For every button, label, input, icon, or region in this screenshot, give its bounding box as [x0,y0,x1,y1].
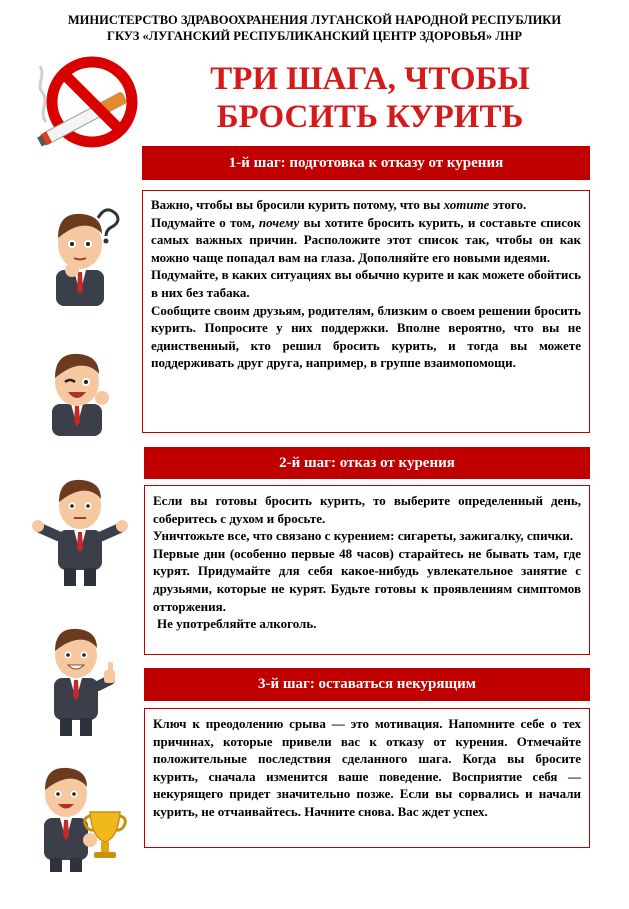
step1-heading: 1-й шаг: подготовка к отказу от курения [142,146,590,180]
step1-text-box [142,190,590,433]
step2-paragraph: Не употребляйте алкоголь. [157,616,317,632]
trophy-man-icon [32,758,134,873]
no-smoking-icon [28,50,140,150]
step3-heading: 3-й шаг: оставаться некурящим [144,668,590,701]
step3-paragraph: Ключ к преодолению срыва — это мотивация. Напомните себе о тех причинах, которые привели вас к отказу от курения. Отмечайте положительные последствия сделанного шага. Когда вы бросите курить, сначала изменится ваше поведение. Восприятие себя — некурящего придет значительно позже. Если вы сорвались и начали курить, не отчаивайтесь. Начните снова. Вас ждет успех. [153,716,581,819]
step1-paragraph: Важно, чтобы вы бросили курить потому, что вы хотите этого. [151,197,527,212]
organization-name: МИНИСТЕРСТВО ЗДРАВООХРАНЕНИЯ ЛУГАНСКОЙ НАРОДНОЙ РЕСПУБЛИКИ [67,13,562,27]
page-title-line1: ТРИ ШАГА, ЧТОБЫ [210,61,530,97]
step2-heading: 2-й шаг: отказ от курения [144,447,590,479]
organization-subname: ГКУЗ «ЛУГАНСКИЙ РЕСПУБЛИКАНСКИЙ ЦЕНТР ЗДОРОВЬЯ» ЛНР [107,29,522,43]
step2-text-box [144,485,590,655]
step1-paragraph: Подумайте, в каких ситуациях вы обычно курите и как можете обойтись в них без табака. [151,267,581,300]
step2-paragraph: Если вы готовы бросить курить, то выберите определенный день, соберитесь с духом и бросьте. [153,493,581,526]
step1-paragraph: Подумайте о том, почему вы хотите бросить курить, и составьте список самых важных причин. Расположите этот список так, чтобы он как можно чаще попадал вам на глаза. Дополняйте его новыми идеями. [151,214,581,265]
step2-paragraph: Первые дни (особенно первые 48 часов) старайтесь не бывать там, где курят. Придумайте для себя какое-нибудь увлекательное занятие с друзьями, которые не курят. Будьте готовы к проявлениям симптомов отторжения. [153,545,581,614]
step3-text-box [144,708,590,848]
page-title-line2: БРОСИТЬ КУРИТЬ [216,99,524,135]
step2-paragraph: Уничтожьте все, что связано с курением: сигареты, зажигалку, спички. [153,528,574,544]
thumbs-up-man-icon [38,620,118,738]
shrugging-man-icon [30,470,130,588]
step1-paragraph: Сообщите своим друзьям, родителям, близким о своем решении бросить курить. Попросите у них поддержки. Вполне вероятно, что вы не единственный, кто решил бросить курить, и тогда вы можете поддерживать друг друга, например, в группе взаимопомощи. [151,302,581,371]
thinking-man-icon [38,198,128,308]
winking-man-icon [44,346,114,436]
